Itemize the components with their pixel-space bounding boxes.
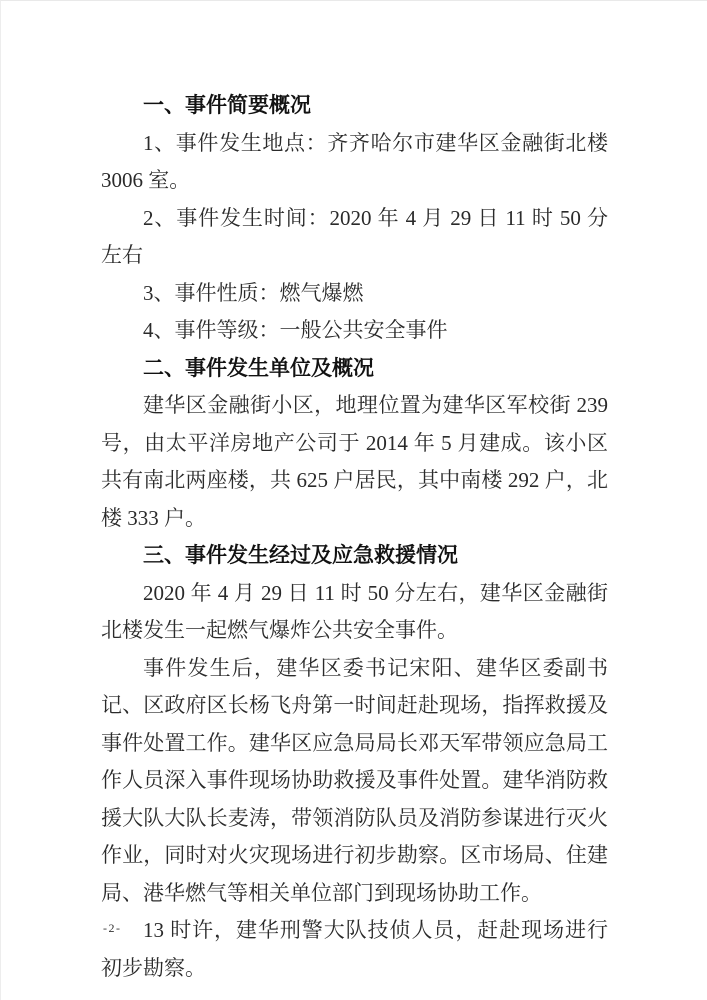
paragraph: 建华区金融街小区，地理位置为建华区军校街 239 号，由太平洋房地产公司于 2014 年 5 月建成。该小区共有南北两座楼，共 625 户居民，其中南楼 292 户，北楼 333 户。 [101,393,608,530]
document-body [101,87,608,987]
section-heading: 二、事件发生单位及概况 [143,356,374,380]
paragraph: 1、事件发生地点：齐齐哈尔市建华区金融街北楼 3006 室。 [101,130,608,192]
section-heading: 三、事件发生经过及应急救援情况 [143,544,458,567]
paragraph: 3、事件性质：燃气爆燃 [143,280,364,305]
paragraph: 2020 年 4 月 29 日 11 时 50 分左右，建华区金融街北楼发生一起燃气爆炸公共安全事件。 [101,580,608,642]
page-number: -2- [103,921,122,935]
paragraph: 13 时许，建华刑警大队技侦人员，赶赴现场进行初步勘察。 [101,918,608,980]
section-heading: 一、事件简要概况 [143,94,311,117]
paragraph: 事件发生后，建华区委书记宋阳、建华区委副书记、区政府区长杨飞舟第一时间赶赴现场，指挥救援及事件处置工作。建华区应急局局长邓天军带领应急局工作人员深入事件现场协助救援及事件处置。建华消防救援大队大队长麦涛，带领消防队员及消防参谋进行灭火作业，同时对火灾现场进行初步勘察。区市场局、住建局、港华燃气等相关单位部门到现场协助工作。 [101,655,608,905]
paragraph: 4、事件等级：一般公共安全事件 [143,318,448,342]
paragraph: 2、事件发生时间：2020 年 4 月 29 日 11 时 50 分左右 [101,205,608,267]
